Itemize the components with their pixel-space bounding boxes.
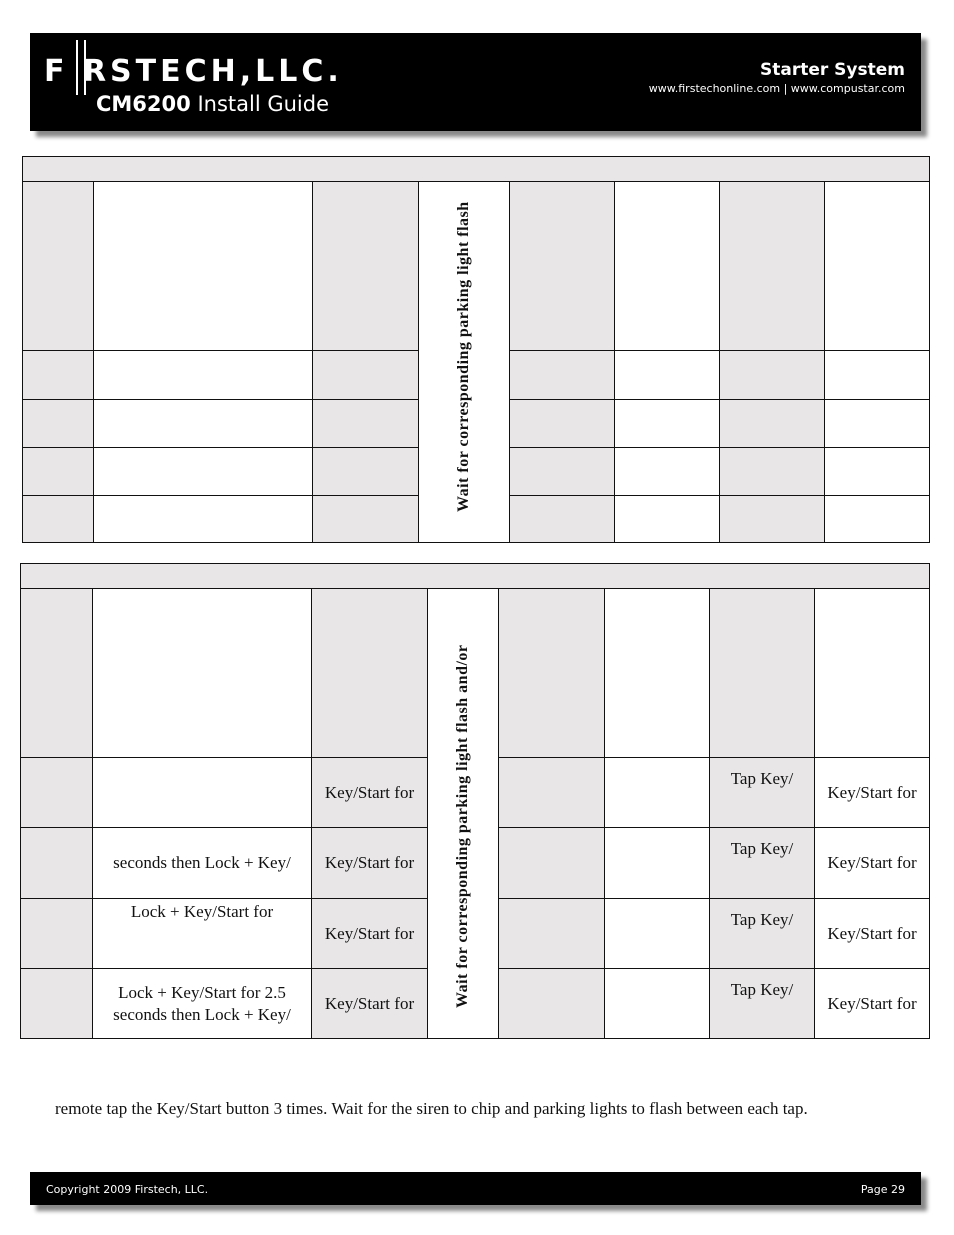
table-1-vertical-instruction: Wait for corresponding parking light flash xyxy=(455,201,472,512)
copyright-text: Copyright 2009 Firstech, LLC. xyxy=(46,1183,209,1196)
page-footer xyxy=(30,1172,921,1205)
table-cell: Key/Start for xyxy=(815,758,930,828)
table-cell: Key/Start for xyxy=(815,828,930,899)
guide-title xyxy=(96,91,329,117)
table-cell: Key/Start for xyxy=(815,899,930,969)
table-2-title-row xyxy=(21,564,930,589)
table-cell: Key/Start for xyxy=(312,828,428,899)
page-header xyxy=(30,33,921,131)
table-cell: Tap Key/ xyxy=(710,899,815,969)
table-cell: Lock + Key/Start for xyxy=(93,899,312,969)
page-number: Page 29 xyxy=(860,1183,905,1196)
instruction-note: remote tap the Key/Start button 3 times. Wait for the siren to chip and parking lights to flash between each tap. xyxy=(55,1099,808,1118)
table-row xyxy=(23,182,930,351)
guide-subtitle: Install Guide xyxy=(190,92,329,116)
table-cell: Key/Start for xyxy=(815,969,930,1039)
table-cell: Tap Key/ xyxy=(710,758,815,828)
table-cell: Lock + Key/Start for 2.5 seconds then Lock + Key/ xyxy=(93,969,312,1039)
table-1-vertical-cell xyxy=(419,182,510,543)
table-2-vertical-instruction: Wait for corresponding parking light flash and/or xyxy=(454,643,471,1008)
table-1-title-row xyxy=(23,157,930,182)
table-cell: Key/Start for xyxy=(312,758,428,828)
system-title: Starter System xyxy=(760,60,905,80)
firstech-logo: F RSTECH,LLC. xyxy=(44,54,343,89)
table-2-vertical-cell xyxy=(428,589,499,1039)
table-cell: Tap Key/ xyxy=(710,828,815,899)
table-row xyxy=(21,589,930,758)
logo-i-bar-icon xyxy=(76,40,86,95)
programming-table-2 xyxy=(20,563,930,1039)
guide-model: CM6200 xyxy=(96,92,191,116)
programming-table-1 xyxy=(22,156,930,543)
table-cell xyxy=(93,758,312,828)
table-cell: seconds then Lock + Key/ xyxy=(93,828,312,899)
table-cell: Tap Key/ xyxy=(710,969,815,1039)
table-cell: Key/Start for xyxy=(312,969,428,1039)
website-links: www.firstechonline.com | www.compustar.com xyxy=(648,82,905,95)
table-cell: Key/Start for xyxy=(312,899,428,969)
